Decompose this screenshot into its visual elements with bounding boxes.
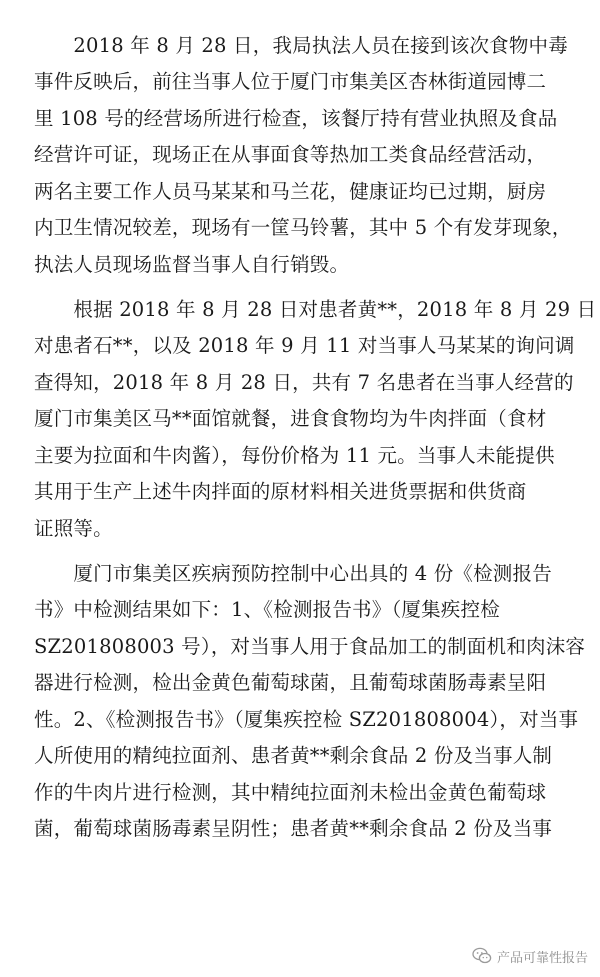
text-line: 两名主要工作人员马某某和马兰花，健康证均已过期，厨房 — [34, 180, 547, 203]
text-line: 对患者石**，以及 2018 年 9 月 11 对当事人马某某的询问调 — [34, 334, 575, 357]
text-line: 性。2、《检测报告书》（厦集疾控检 SZ201808004），对当事 — [34, 708, 579, 731]
text-line: 内卫生情况较差，现场有一筐马铃薯，其中 5 个有发芽现象， — [34, 216, 572, 239]
text-line: 执法人员现场监督当事人自行销毁。 — [34, 253, 350, 276]
text-line: 主要为拉面和牛肉酱），每份价格为 11 元。当事人未能提供 — [34, 444, 555, 467]
text-line: 厦门市集美区马**面馆就餐，进食食物均为牛肉拌面（食材 — [34, 407, 547, 430]
text-line: 书》中检测结果如下：1、《检测报告书》（厦集疾控检 — [34, 598, 500, 621]
text-line: 经营许可证，现场正在从事面食等热加工类食品经营活动， — [34, 143, 547, 166]
watermark-text: 产品可靠性报告 — [496, 950, 588, 966]
text-line: 查得知，2018 年 8 月 28 日，共有 7 名患者在当事人经营的 — [34, 371, 574, 394]
text-line: 根据 2018 年 8 月 28 日对患者黄**，2018 年 8 月 29 日 — [34, 298, 597, 321]
text-line: 事件反映后，前往当事人位于厦门市集美区杏林街道园博二 — [34, 70, 547, 93]
text-line: 里 108 号的经营场所进行检查，该餐厅持有营业执照及食品 — [34, 107, 558, 130]
text-line: 人所使用的精纯拉面剂、患者黄**剩余食品 2 份及当事人制 — [34, 744, 553, 767]
text-line: 器进行检测，检出金黄色葡萄球菌，且葡萄球菌肠毒素呈阳 — [34, 671, 547, 694]
text-line: 证照等。 — [34, 517, 113, 540]
text-line: 厦门市集美区疾病预防控制中心出具的 4 份《检测报告 — [34, 562, 552, 585]
wechat-icon — [472, 947, 492, 965]
text-line: 作的牛肉片进行检测，其中精纯拉面剂未检出金黄色葡萄球 — [34, 781, 547, 804]
text-line: 其用于生产上述牛肉拌面的原材料相关进货票据和供货商 — [34, 480, 527, 503]
account-watermark — [472, 941, 588, 971]
text-line: 菌，葡萄球菌肠毒素呈阴性；患者黄**剩余食品 2 份及当事 — [34, 817, 553, 840]
text-line: 2018 年 8 月 28 日，我局执法人员在接到该次食物中毒 — [34, 34, 568, 57]
text-line: SZ201808003 号），对当事人用于食品加工的制面机和肉沫容 — [34, 635, 586, 658]
